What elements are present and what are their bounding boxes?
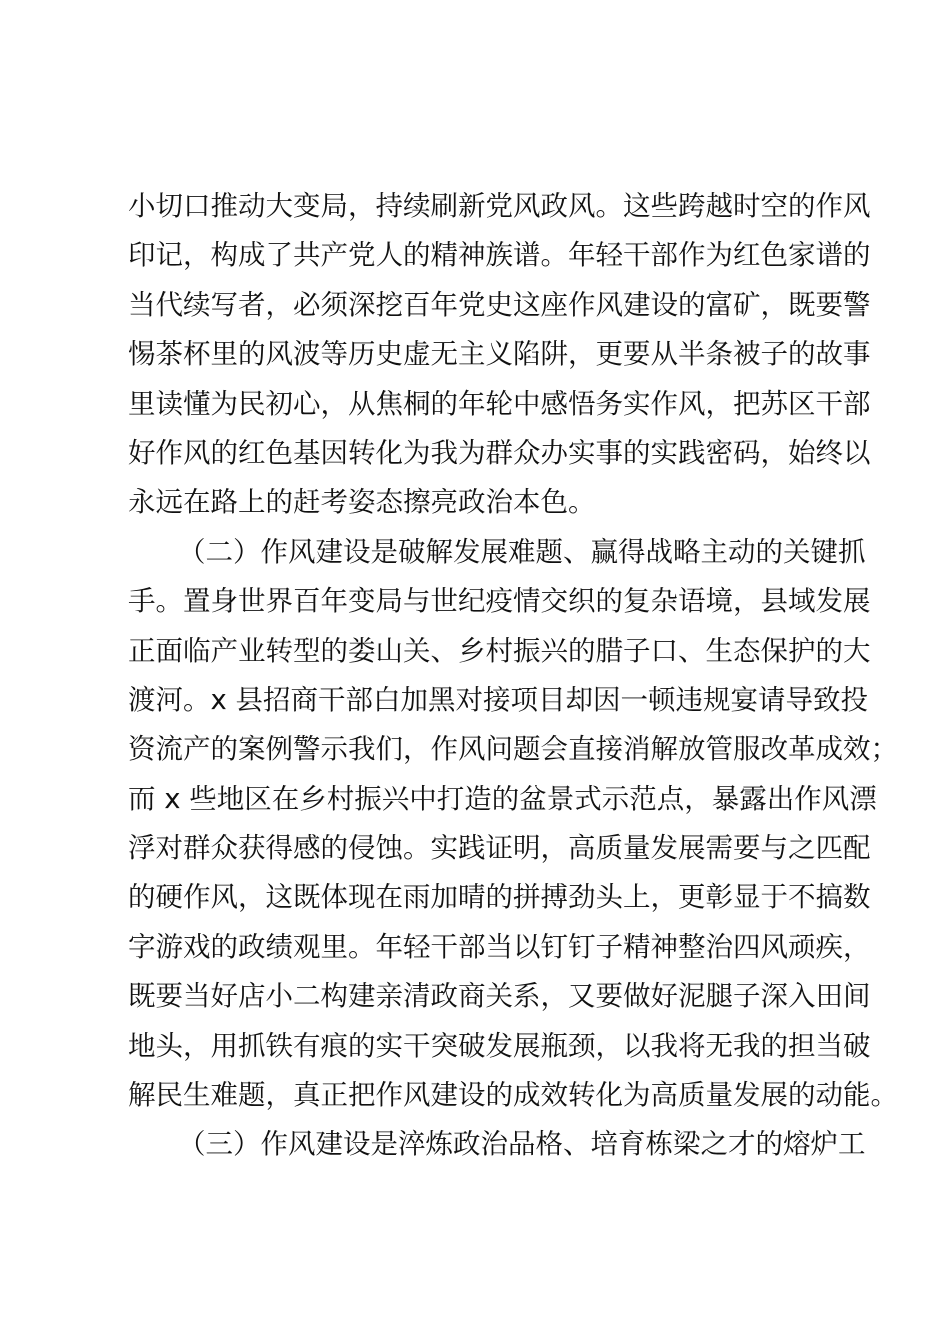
text-line: 印记，构成了共产党人的精神族谱。年轻干部作为红色家谱的 — [128, 239, 871, 272]
text-line: 永远在路上的赶考姿态擦亮政治本色。 — [128, 486, 596, 519]
text-line: 里读懂为民初心，从焦桐的年轮中感悟务实作风，把苏区干部 — [128, 387, 871, 420]
paragraph-section-three — [128, 1120, 866, 1169]
text-line: 资流产的案例警示我们，作风问题会直接消解放管服改革成效； — [128, 733, 898, 766]
section-heading-line: （三）作风建设是淬炼政治品格、培育栋梁之才的熔炉工 — [178, 1128, 866, 1161]
text-line: 浮对群众获得感的侵蚀。实践证明，高质量发展需要与之匹配 — [128, 832, 871, 865]
text-line: 而 x 些地区在乡村振兴中打造的盆景式示范点，暴露出作风漂 — [128, 782, 877, 815]
paragraph-section-two — [128, 528, 898, 1121]
text-line: 的硬作风，这既体现在雨加晴的拼搏劲头上，更彰显于不搞数 — [128, 881, 871, 914]
text-line: 字游戏的政绩观里。年轻干部当以钉钉子精神整治四风顽疾， — [128, 930, 871, 963]
text-line: 惕茶杯里的风波等历史虚无主义陷阱，更要从半条被子的故事 — [128, 338, 871, 371]
text-line: 解民生难题，真正把作风建设的成效转化为高质量发展的动能。 — [128, 1079, 898, 1112]
text-line: 既要当好店小二构建亲清政商关系，又要做好泥腿子深入田间 — [128, 980, 871, 1013]
body-text — [128, 182, 898, 1170]
paragraph-continuation — [128, 182, 871, 528]
text-line: 正面临产业转型的娄山关、乡村振兴的腊子口、生态保护的大 — [128, 634, 871, 667]
text-line: 地头，用抓铁有痕的实干突破发展瓶颈，以我将无我的担当破 — [128, 1029, 871, 1062]
text-line: 小切口推动大变局，持续刷新党风政风。这些跨越时空的作风 — [128, 190, 871, 222]
text-line: 当代续写者，必须深挖百年党史这座作风建设的富矿，既要警 — [128, 288, 871, 321]
text-line: 好作风的红色基因转化为我为群众办实事的实践密码，始终以 — [128, 436, 871, 469]
text-line: 手。置身世界百年变局与世纪疫情交织的复杂语境，县域发展 — [128, 585, 871, 618]
text-line: 渡河。x 县招商干部白加黑对接项目却因一顿违规宴请导致投 — [128, 683, 869, 716]
section-heading-line: （二）作风建设是破解发展难题、赢得战略主动的关键抓 — [178, 535, 866, 568]
